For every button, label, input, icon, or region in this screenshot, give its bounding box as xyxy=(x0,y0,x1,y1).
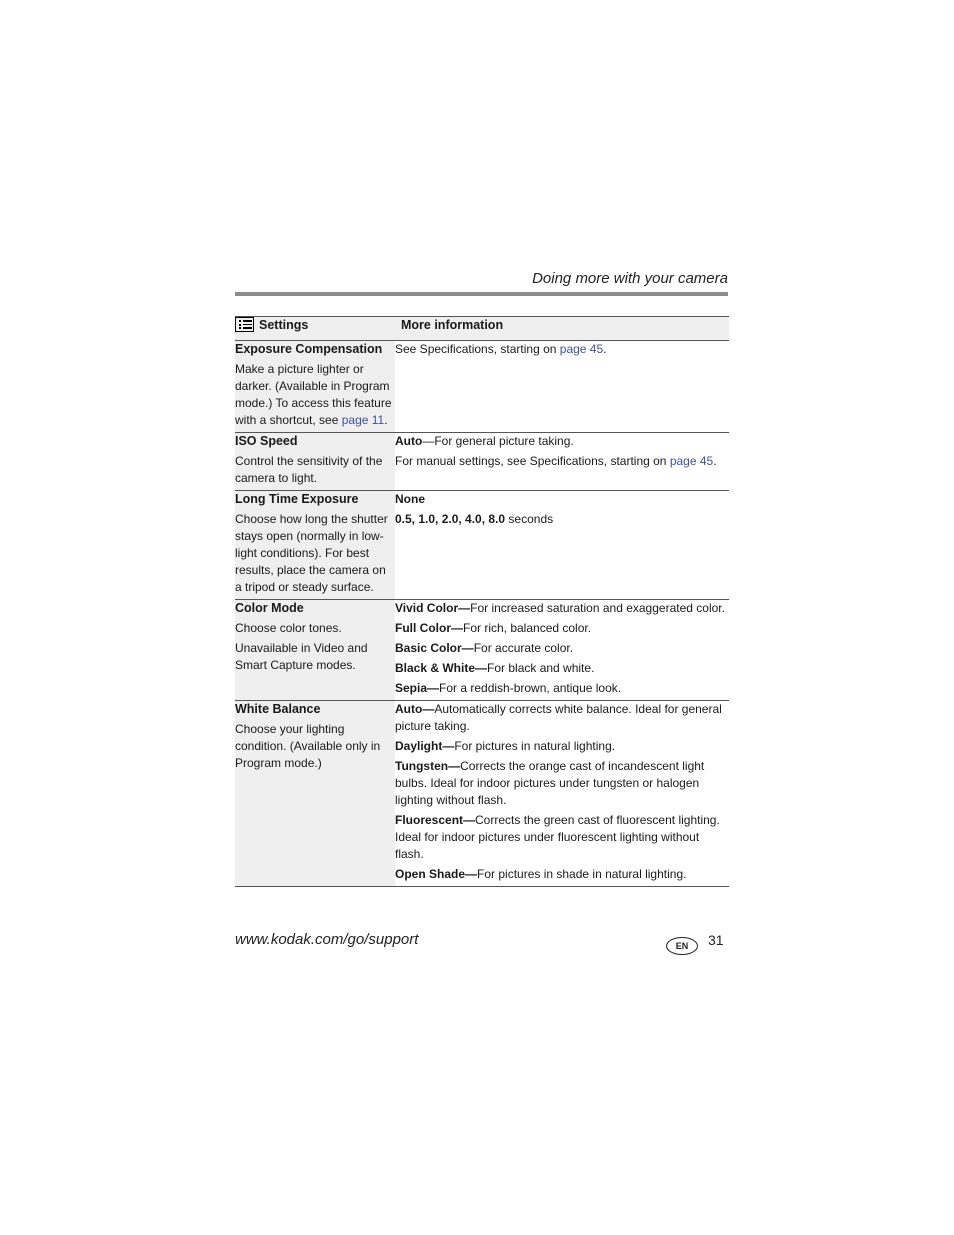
page-number: 31 xyxy=(708,932,724,948)
setting-cell xyxy=(235,491,395,600)
option-name: Basic Color— xyxy=(395,641,474,655)
option-description: Corrects the green cast of fluorescent lighting. Ideal for indoor pictures under fluorescent lighting without flash. xyxy=(395,813,720,861)
option-description: Automatically corrects white balance. Ideal for general picture taking. xyxy=(395,702,722,733)
more-info-cell xyxy=(395,341,729,433)
option-name: Black & White— xyxy=(395,661,488,675)
option-description: For pictures in natural lighting. xyxy=(454,739,616,753)
menu-list-icon xyxy=(235,317,254,332)
option-name: 0.5, 1.0, 2.0, 4.0, 8.0 xyxy=(395,512,506,526)
info-line xyxy=(395,812,729,863)
option-name: Fluorescent— xyxy=(395,813,476,827)
setting-name: Long Time Exposure xyxy=(235,492,359,506)
page-header-title: Doing more with your camera xyxy=(532,270,728,287)
setting-description xyxy=(235,640,395,674)
info-line xyxy=(395,738,729,755)
option-description: —For general picture taking. xyxy=(422,434,574,448)
setting-cell xyxy=(235,433,395,491)
setting-description xyxy=(235,361,395,429)
settings-column-label: Settings xyxy=(259,318,309,332)
setting-description-text: Choose color tones. xyxy=(235,621,342,635)
option-description: Corrects the orange cast of incandescent light bulbs. Ideal for indoor pictures under tungsten or halogen lighting without flash. xyxy=(395,759,705,807)
option-name: Open Shade— xyxy=(395,867,478,881)
option-name: Auto xyxy=(395,434,423,448)
info-text: For manual settings, see Specifications, starting on xyxy=(395,454,670,468)
option-description: For accurate color. xyxy=(473,641,574,655)
setting-description xyxy=(235,721,395,772)
info-line xyxy=(395,758,729,809)
info-line xyxy=(395,341,729,358)
table-row xyxy=(235,491,729,600)
info-line xyxy=(395,600,729,617)
more-info-cell xyxy=(395,600,729,701)
setting-cell xyxy=(235,600,395,701)
info-text-tail: . xyxy=(713,454,717,468)
header-rule xyxy=(235,292,728,296)
setting-name: Exposure Compensation xyxy=(235,342,383,356)
table-row xyxy=(235,433,729,491)
info-text-tail: . xyxy=(603,342,607,356)
info-line xyxy=(395,433,729,450)
option-name: None xyxy=(395,492,425,506)
info-line xyxy=(395,491,729,508)
info-line xyxy=(395,453,729,470)
info-line xyxy=(395,660,729,677)
option-name: Sepia— xyxy=(395,681,440,695)
settings-table xyxy=(235,316,729,887)
option-name: Daylight— xyxy=(395,739,455,753)
option-description: For pictures in shade in natural lighting. xyxy=(477,867,687,881)
more-info-cell xyxy=(395,433,729,491)
info-text: See Specifications, starting on xyxy=(395,342,560,356)
option-name: Full Color— xyxy=(395,621,463,635)
option-name: Tungsten— xyxy=(395,759,461,773)
table-header-row xyxy=(235,317,729,341)
info-line xyxy=(395,511,729,528)
setting-description-text: Choose your lighting condition. (Available only in Program mode.) xyxy=(235,722,381,770)
table-row xyxy=(235,701,729,887)
info-line xyxy=(395,866,729,883)
option-description: For increased saturation and exaggerated color. xyxy=(470,601,725,615)
table-row xyxy=(235,341,729,433)
setting-description-text: Control the sensitivity of the camera to light. xyxy=(235,454,383,485)
info-line xyxy=(395,701,729,735)
setting-cell xyxy=(235,701,395,887)
setting-name: ISO Speed xyxy=(235,434,298,448)
info-line xyxy=(395,620,729,637)
info-line xyxy=(395,640,729,657)
page-link[interactable]: page 45 xyxy=(559,342,604,356)
setting-description-tail: . xyxy=(384,413,388,427)
setting-name: White Balance xyxy=(235,702,321,716)
setting-description-text: Unavailable in Video and Smart Capture modes. xyxy=(235,641,368,672)
table-row xyxy=(235,600,729,701)
page-link[interactable]: page 11 xyxy=(341,413,385,427)
setting-description-text: Choose how long the shutter stays open (normally in low-light conditions). For best results, place the camera on a tripod or steady surface. xyxy=(235,512,388,594)
option-description: seconds xyxy=(505,512,554,526)
settings-column-header xyxy=(235,317,395,341)
setting-description xyxy=(235,511,395,596)
setting-description xyxy=(235,620,395,637)
page-link[interactable]: page 45 xyxy=(669,454,714,468)
setting-cell xyxy=(235,341,395,433)
more-info-cell xyxy=(395,491,729,600)
option-name: Auto— xyxy=(395,702,435,716)
option-description: For rich, balanced color. xyxy=(463,621,592,635)
more-info-column-header: More information xyxy=(395,317,729,341)
more-info-cell xyxy=(395,701,729,887)
language-badge: EN xyxy=(666,937,698,955)
option-name: Vivid Color— xyxy=(395,601,471,615)
support-url: www.kodak.com/go/support xyxy=(235,931,419,948)
info-line xyxy=(395,680,729,697)
option-description: For black and white. xyxy=(487,661,595,675)
setting-description-text: Make a picture lighter or darker. (Available in Program mode.) To access this feature with a shortcut, see xyxy=(235,362,392,427)
setting-name: Color Mode xyxy=(235,601,304,615)
option-description: For a reddish-brown, antique look. xyxy=(439,681,622,695)
setting-description xyxy=(235,453,395,487)
